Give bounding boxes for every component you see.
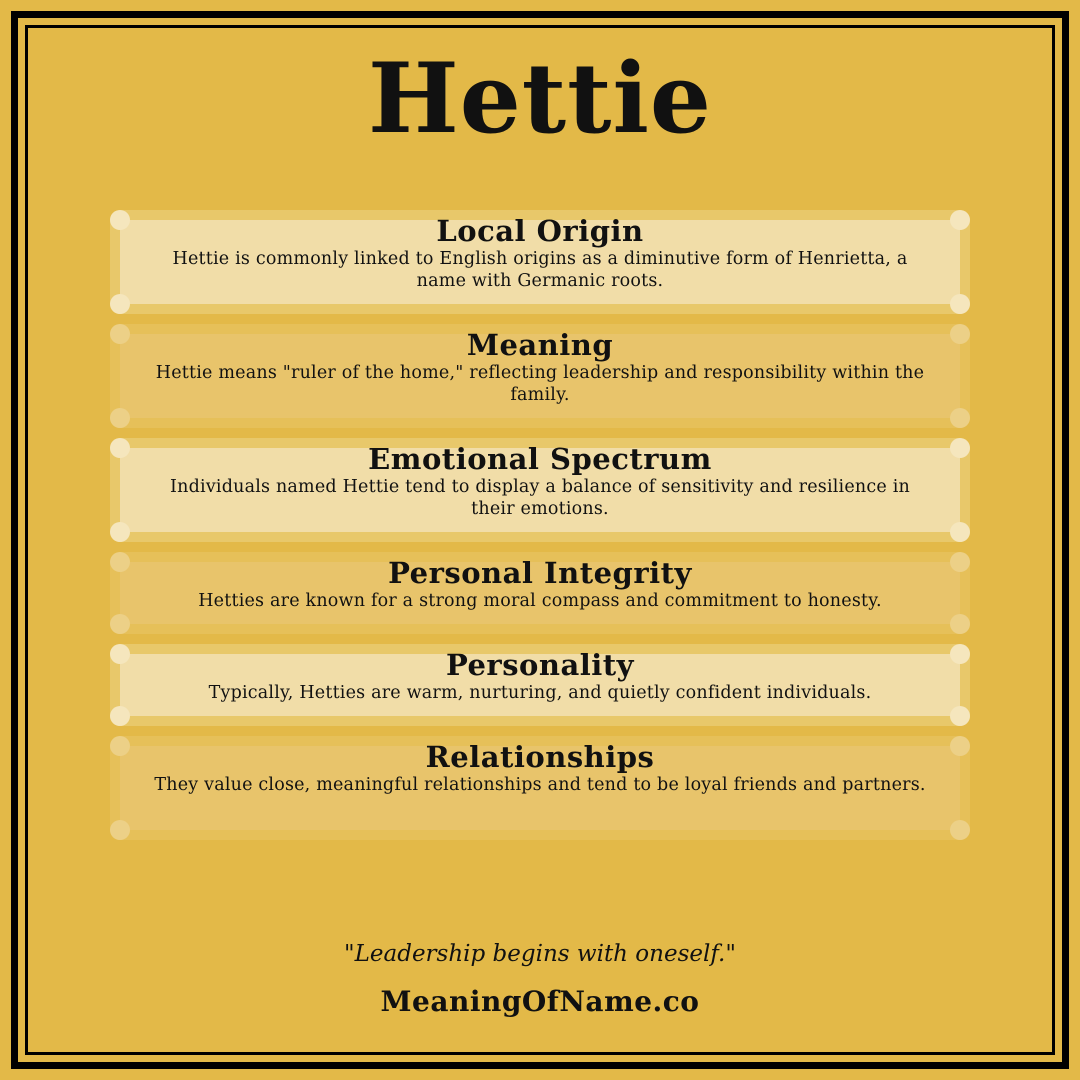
card-personality [110,644,970,726]
card-personal-integrity [110,552,970,634]
card-local-origin [110,210,970,314]
card-text: Hetties are known for a strong moral compass and commitment to honesty. [198,591,882,611]
card-title: Relationships [425,740,655,774]
card-title: Meaning [466,328,614,362]
quote-text: Leadership begins with oneself. [354,941,726,967]
card-title: Local Origin [436,214,644,248]
card-text: They value close, meaningful relationships and tend to be loyal friends and partners. [154,775,926,795]
card-text: Individuals named Hettie tend to display a balance of sensitivity and resilience in their emotions. [170,477,910,519]
card-text: Typically, Hetties are warm, nurturing, and quietly confident individuals. [208,683,872,703]
card-emotional-spectrum [110,438,970,542]
card-text: Hettie means "ruler of the home," reflecting leadership and responsibility within the family. [155,363,925,405]
site-name: MeaningOfName.co [380,985,700,1018]
card-text: Hettie is commonly linked to English origins as a diminutive form of Henrietta, a name with Germanic roots. [172,249,908,291]
card-title: Personality [445,648,635,682]
quote-open-mark: " [344,941,355,967]
card-relationships [110,736,970,840]
name-title: Hettie [367,42,712,155]
card-title: Emotional Spectrum [368,442,712,476]
quote-close-mark: " [725,941,736,967]
card-title: Personal Integrity [388,556,692,590]
quote [0,938,1080,970]
card-meaning [110,324,970,428]
